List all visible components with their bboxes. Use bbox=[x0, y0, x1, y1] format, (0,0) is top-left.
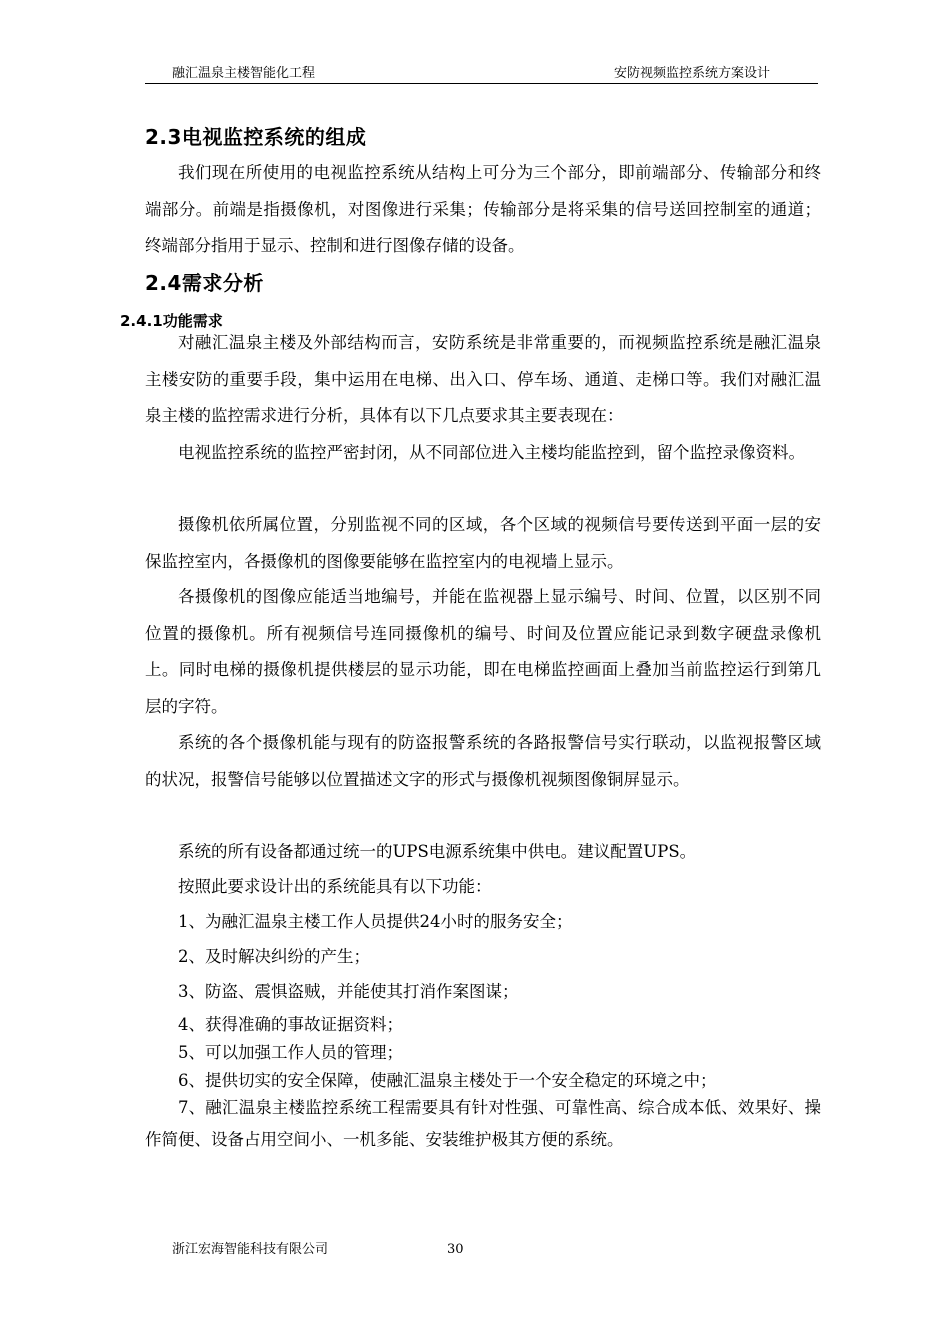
requirement-ups-paragraph: 系统的所有设备都通过统一的UPS电源系统集中供电。建议配置UPS。 bbox=[178, 842, 697, 861]
list-item: 4、获得准确的事故证据资料； bbox=[178, 1015, 403, 1034]
subsection-2-4-1-heading: 2.4.1功能需求 bbox=[120, 312, 223, 330]
list-item: 7、融汇温泉主楼监控系统工程需要具有针对性强、可靠性高、综合成本低、效果好、操作简便、设备占用空间小、一机多能、安装维护极其方便的系统。 bbox=[145, 1098, 821, 1149]
requirement-monitor-room-paragraph: 摄像机依所属位置，分别监视不同的区域，各个区域的视频信号要传送到平面一层的安保监控室内，各摄像机的图像要能够在监控室内的电视墙上显示。 bbox=[145, 515, 821, 571]
header-divider bbox=[145, 83, 818, 84]
requirements-intro-paragraph: 对融汇温泉主楼及外部结构而言，安防系统是非常重要的，而视频监控系统是融汇温泉主楼安防的重要手段，集中运用在电梯、出入口、停车场、通道、走梯口等。我们对融汇温泉主楼的监控需求进行分析，具体有以下几点要求其主要表现在： bbox=[145, 333, 821, 425]
section-2-4-heading: 2.4需求分析 bbox=[145, 271, 264, 295]
section-2-3-heading: 2.3电视监控系统的组成 bbox=[145, 125, 367, 149]
page-number: 30 bbox=[447, 1242, 464, 1257]
list-item: 3、防盗、震惧盗贼，并能使其打消作案图谋； bbox=[178, 982, 519, 1001]
requirement-camera-numbering-paragraph: 各摄像机的图像应能适当地编号，并能在监视器上显示编号、时间、位置，以区别不同位置的摄像机。所有视频信号连同摄像机的编号、时间及位置应能记录到数字硬盘录像机上。同时电梯的摄像机提供楼层的显示功能，即在电梯监控画面上叠加当前监控运行到第几层的字符。 bbox=[145, 587, 821, 716]
list-item: 2、及时解决纠纷的产生； bbox=[178, 947, 370, 966]
section-2-3-paragraph: 我们现在所使用的电视监控系统从结构上可分为三个部分，即前端部分、传输部分和终端部分。前端是指摄像机，对图像进行采集；传输部分是将采集的信号送回控制室的通道；终端部分指用于显示、控制和进行图像存储的设备。 bbox=[145, 163, 821, 255]
footer-company-name: 浙江宏海智能科技有限公司 bbox=[172, 1242, 329, 1257]
list-item: 5、可以加强工作人员的管理； bbox=[178, 1043, 403, 1062]
list-item: 1、为融汇温泉主楼工作人员提供24小时的服务安全； bbox=[178, 912, 573, 931]
requirement-coverage-paragraph: 电视监控系统的监控严密封闭，从不同部位进入主楼均能监控到，留个监控录像资料。 bbox=[178, 443, 805, 462]
list-item: 6、提供切实的安全保障，使融汇温泉主楼处于一个安全稳定的环境之中； bbox=[178, 1071, 717, 1090]
header-project-title: 融汇温泉主楼智能化工程 bbox=[172, 66, 316, 81]
header-document-title: 安防视频监控系统方案设计 bbox=[614, 66, 771, 81]
functions-intro-paragraph: 按照此要求设计出的系统能具有以下功能： bbox=[178, 877, 492, 896]
requirement-alarm-linkage-paragraph: 系统的各个摄像机能与现有的防盗报警系统的各路报警信号实行联动，以监视报警区域的状况，报警信号能够以位置描述文字的形式与摄像机视频图像铜屏显示。 bbox=[145, 733, 821, 789]
